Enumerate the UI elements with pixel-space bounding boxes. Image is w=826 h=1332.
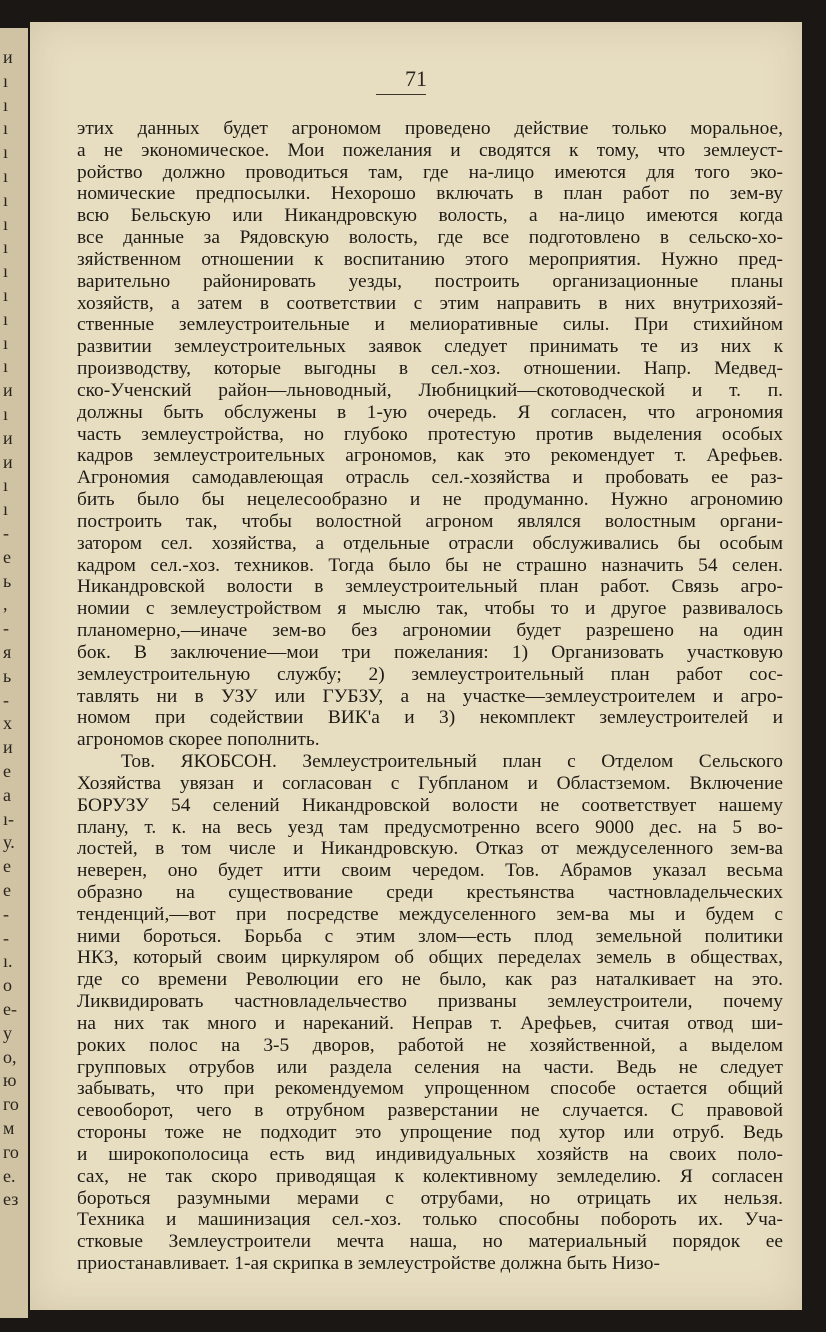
previous-page-fragment: ı <box>3 70 9 91</box>
text-line: а не экономическое. Мои пожелания и сводятся к тому, что землеуст- <box>77 139 783 161</box>
previous-page-fragment: ı <box>3 285 9 305</box>
text-line: групповых отрубов или раздела селения на части. Ведь не следует <box>77 1056 783 1078</box>
previous-page-fragment: ь <box>3 665 12 686</box>
text-line: на них так много и нареканий. Неправ т. Арефьев, считая отвод ши- <box>77 1012 783 1034</box>
previous-page-fragment: ı <box>3 189 9 210</box>
text-line: стковые Землеустроители мечта наша, но материальный порядок ее <box>77 1231 783 1253</box>
text-line: лостей, в том числе и Никандровскую. Отказ от междуселенного зем-ва <box>77 838 783 860</box>
previous-page-fragment: е <box>3 761 11 781</box>
previous-page-fragment: х <box>3 713 12 734</box>
text-line: бить было бы нецелесообразно и не продуманно. Нужно агрономию <box>77 489 783 511</box>
text-line: номом при содействии ВИК'а и 3) некомплект землеустроителей и <box>77 707 783 729</box>
text-line: должны быть обслужены в 1-ую очередь. Я согласен, что агрономия <box>77 401 783 423</box>
text-line: сах, не так скоро приводящая к колективному земледелию. Я согласен <box>77 1165 783 1187</box>
text-line: всю Бельскую или Никандровскую волость, а на-лицо имеются когда <box>77 205 783 227</box>
previous-page-fragment: - <box>3 523 9 543</box>
previous-page-fragment: ю <box>3 1070 17 1091</box>
text-line: кадром сел.-хоз. техников. Тогда было бы не страшно назначить 54 селен. <box>77 554 783 576</box>
previous-page-fragment: у <box>3 1022 12 1043</box>
text-line: номические предпосылки. Нехорошо включать в план работ по зем-ву <box>77 183 783 205</box>
text-line: все данные за Рядовскую волость, где все подготовлено в сельско-хо- <box>77 227 783 249</box>
previous-page-fragment: ı. <box>3 951 13 972</box>
text-line: построить так, чтобы волостной агроном являлся волостным органи- <box>77 510 783 532</box>
previous-page-fragment: е. <box>3 1165 16 1186</box>
text-line: роких полос на 3-5 дворов, работой не хозяйственной, а выделом <box>77 1034 783 1056</box>
previous-page-fragment: ı <box>3 308 9 329</box>
previous-page-fragment: и <box>3 380 13 401</box>
text-line: образно на существование среди крестьянства частновладельческих <box>77 881 783 903</box>
text-line: Техника и машинизация сел.-хоз. только способны побороть их. Уча- <box>77 1209 783 1231</box>
document-page <box>30 22 802 1310</box>
text-line: Агрономия самодавлеющая отрасль сел.-хозяйства и пробовать ее раз- <box>77 467 783 489</box>
previous-page-fragment: ı <box>3 166 9 186</box>
previous-page-fragment: о <box>3 975 12 996</box>
previous-page-fragment: и <box>3 427 13 448</box>
text-line: этих данных будет агрономом проведено действие только моральное, <box>77 118 783 139</box>
previous-page-fragment: я <box>3 642 12 662</box>
text-line: тавлять ни в УЗУ или ГУБЗУ, а на участке—землеустроителем и агро- <box>77 685 783 707</box>
previous-page-fragment: м <box>3 1118 15 1138</box>
previous-page-fragment: ı <box>3 404 9 424</box>
text-line: землеустроительную службу; 2) землеустроительный план работ сос- <box>77 663 783 685</box>
previous-page-fragment: е <box>3 880 11 900</box>
previous-page-fragment: ı <box>3 213 9 234</box>
previous-page-fragment: , <box>3 594 8 615</box>
previous-page-fragment: ı <box>3 499 9 520</box>
text-line: плану, т. к. на весь уезд там предусмотренно всего 9000 дес. на 5 во- <box>77 816 783 838</box>
paragraph <box>77 118 783 751</box>
previous-page-fragment: о, <box>3 1046 17 1067</box>
text-line: хозяйств, а затем в соответствии с этим направить в них внутрихозяй- <box>77 292 783 314</box>
previous-page-fragment: ı <box>3 237 9 258</box>
previous-page-fragment: ı <box>3 94 9 115</box>
text-line: развитии землеустроительных заявок следует принимать те из них к <box>77 336 783 358</box>
previous-page-fragment: ı <box>3 261 9 282</box>
text-line: варительно районировать уезды, построить организационные планы <box>77 270 783 292</box>
text-line: часть землеустройства, но глубоко протестую против выделения особых <box>77 423 783 445</box>
text-line: номии с землеустройством я мыслю так, чтобы то и другое развивалось <box>77 598 783 620</box>
text-line: агрономов скорее пополнить. <box>77 729 320 751</box>
text-line: ройство должно проводиться там, где на-лицо имеются для того эко- <box>77 161 783 183</box>
text-line: и широкополосица есть вид индивидуальных хозяйств на своих поло- <box>77 1143 783 1165</box>
text-line: Ликвидировать частновладельчество призваны землеустроители, почему <box>77 991 783 1013</box>
text-line: ственные землеустроительные и мелиоративные силы. При стихийном <box>77 314 783 336</box>
page-number: 71 <box>405 66 427 91</box>
text-line: бороться разумными мерами с отрубами, но отрицать их нельзя. <box>77 1187 783 1209</box>
paragraph <box>77 751 783 1275</box>
text-line: севооборот, чего в отрубном разверстании не случается. С правовой <box>77 1100 783 1122</box>
text-line: кадров землеустроительных агрономов, как это рекомендует т. Арефьев. <box>77 445 783 467</box>
text-line: стороны тоже не подходит это упрощение под хутор или отруб. Ведь <box>77 1122 783 1144</box>
text-line: где со времени Революции его не было, как раз наталкивает на это. <box>77 969 783 991</box>
previous-page-fragment: ı- <box>3 808 14 829</box>
previous-page-fragment: ı <box>3 332 9 353</box>
previous-page-fragment: е <box>3 856 11 877</box>
previous-page-fragment: ı <box>3 142 9 163</box>
text-line: производству, которые выгодны в сел.-хоз. отношении. Напр. Медвед- <box>77 358 783 380</box>
text-line: тенденций,—вот при посредстве междуселенного зем-ва мы и будем с <box>77 903 783 925</box>
previous-page-fragment: - <box>3 689 9 710</box>
previous-page-fragment: - <box>3 618 9 639</box>
previous-page-fragment: ь <box>3 570 12 591</box>
previous-page-fragment: - <box>3 903 9 924</box>
text-line: ско-Ученский район—льноводный, Любницкий—скотоводческой и т. п. <box>77 379 783 401</box>
previous-page-fragment: ı <box>3 118 9 139</box>
previous-page-fragment: ı <box>3 475 9 496</box>
text-line: приостанавливает. 1-ая скрипка в землеустройстве должна быть Низо- <box>77 1253 660 1275</box>
previous-page-fragment: у. <box>3 832 15 853</box>
previous-page-fragment: го <box>3 1094 19 1115</box>
previous-page-fragment: е- <box>3 999 17 1019</box>
page-number-rule <box>376 94 426 95</box>
text-line: БОРУЗУ 54 селений Никандровской волости не соответствует нашему <box>77 794 783 816</box>
previous-page-fragment: ı <box>3 356 9 377</box>
previous-page-fragment: е <box>3 546 11 567</box>
text-line: Никандровской волости в землеустроительный план работ. Связь агро- <box>77 576 783 598</box>
text-line: НКЗ, который своим циркуляром об общих переделах земель в обществах, <box>77 947 783 969</box>
previous-page-fragment: ез <box>3 1189 19 1210</box>
text-line: Тов. ЯКОБСОН. Землеустроительный план с Отделом Сельского <box>121 751 783 773</box>
previous-page-fragment: и <box>3 451 13 472</box>
previous-page-fragment: и <box>3 737 13 758</box>
text-line: Хозяйства увязан и согласован с Губпланом и Областземом. Включение <box>77 772 783 794</box>
text-line: затором сел. хозяйства, а отдельные отрасли обслуживались бы особым <box>77 532 783 554</box>
text-line: ними бороться. Борьба с этим злом—есть плод земельной политики <box>77 925 783 947</box>
previous-page-edge <box>0 28 28 1318</box>
text-line: неверен, оно будет итти своим чередом. Тов. Абрамов указал весьма <box>77 860 783 882</box>
previous-page-fragment: го <box>3 1141 19 1162</box>
body-text <box>77 118 783 1275</box>
text-line: зяйственном отношении к воспитанию этого мероприятия. Нужно пред- <box>77 248 783 270</box>
text-line: бок. В заключение—мои три пожелания: 1) Организовать участковую <box>77 641 783 663</box>
previous-page-fragment: и <box>3 47 13 67</box>
previous-page-fragment: - <box>3 927 9 948</box>
text-line: забывать, что при рекомендуемом упрощенном способе остается общий <box>77 1078 783 1100</box>
text-line: планомерно,—иначе зем-во без агрономии будет разрешено на один <box>77 620 783 642</box>
previous-page-fragment: а <box>3 784 11 805</box>
